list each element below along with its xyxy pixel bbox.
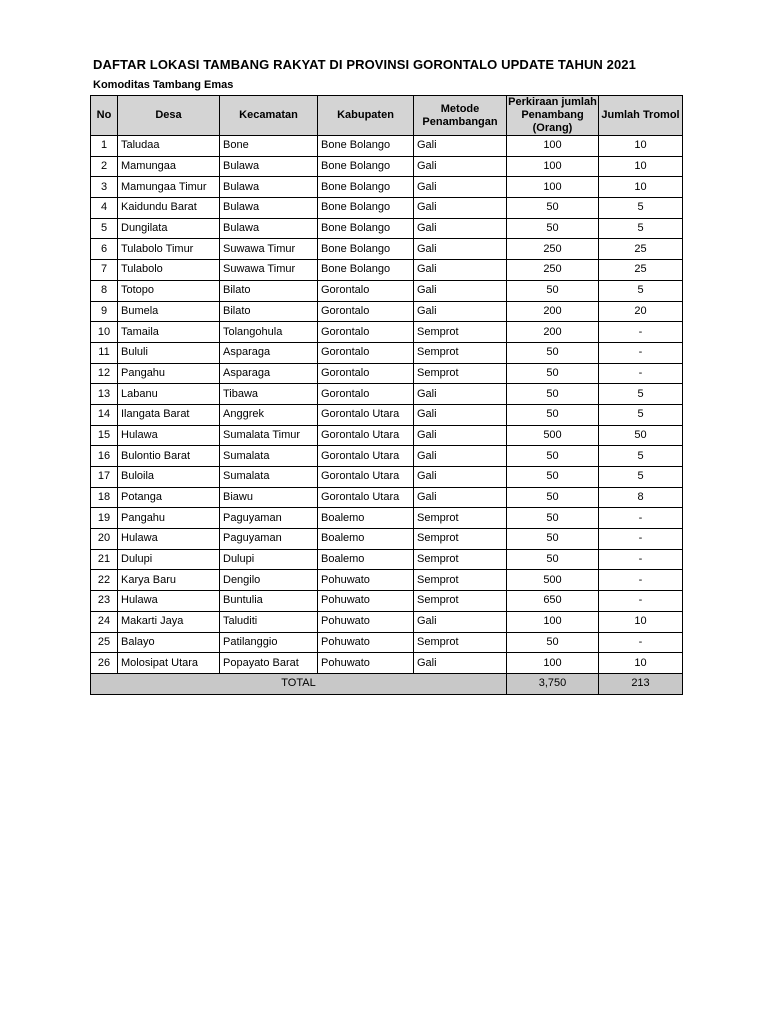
table-row — [91, 487, 683, 508]
cell-desa: Hulawa — [118, 529, 220, 550]
cell-kecamatan: Biawu — [220, 487, 318, 508]
cell-kecamatan: Bulawa — [220, 218, 318, 239]
cell-kabupaten: Gorontalo Utara — [318, 467, 414, 488]
cell-desa: Pangahu — [118, 363, 220, 384]
cell-kabupaten: Gorontalo — [318, 384, 414, 405]
header-metode: Metode Penambangan — [414, 96, 507, 136]
cell-tromol: 50 — [599, 425, 683, 446]
cell-kecamatan: Dengilo — [220, 570, 318, 591]
cell-no: 22 — [91, 570, 118, 591]
cell-metode: Gali — [414, 280, 507, 301]
cell-tromol: 5 — [599, 467, 683, 488]
cell-penambang: 100 — [507, 177, 599, 198]
cell-metode: Gali — [414, 425, 507, 446]
table-row — [91, 363, 683, 384]
cell-metode: Gali — [414, 653, 507, 674]
cell-metode: Semprot — [414, 508, 507, 529]
cell-kabupaten: Bone Bolango — [318, 156, 414, 177]
cell-penambang: 650 — [507, 591, 599, 612]
cell-penambang: 50 — [507, 404, 599, 425]
cell-kabupaten: Pohuwato — [318, 591, 414, 612]
cell-desa: Buloila — [118, 467, 220, 488]
table-row — [91, 384, 683, 405]
cell-desa: Ilangata Barat — [118, 404, 220, 425]
cell-penambang: 500 — [507, 425, 599, 446]
cell-kabupaten: Boalemo — [318, 508, 414, 529]
cell-tromol: - — [599, 570, 683, 591]
table-row — [91, 322, 683, 343]
cell-kecamatan: Suwawa Timur — [220, 260, 318, 281]
cell-desa: Pangahu — [118, 508, 220, 529]
cell-desa: Potanga — [118, 487, 220, 508]
cell-no: 25 — [91, 632, 118, 653]
table-row — [91, 529, 683, 550]
cell-no: 17 — [91, 467, 118, 488]
cell-tromol: 10 — [599, 177, 683, 198]
cell-no: 20 — [91, 529, 118, 550]
cell-kecamatan: Taluditi — [220, 611, 318, 632]
cell-no: 1 — [91, 136, 118, 157]
cell-desa: Molosipat Utara — [118, 653, 220, 674]
total-tromol: 213 — [599, 673, 683, 694]
cell-tromol: - — [599, 342, 683, 363]
header-kecamatan: Kecamatan — [220, 96, 318, 136]
table-row — [91, 549, 683, 570]
cell-kabupaten: Gorontalo — [318, 342, 414, 363]
cell-kabupaten: Gorontalo Utara — [318, 446, 414, 467]
cell-penambang: 250 — [507, 260, 599, 281]
cell-no: 10 — [91, 322, 118, 343]
cell-penambang: 50 — [507, 280, 599, 301]
cell-desa: Bululi — [118, 342, 220, 363]
cell-desa: Tulabolo Timur — [118, 239, 220, 260]
cell-desa: Tulabolo — [118, 260, 220, 281]
cell-kabupaten: Boalemo — [318, 549, 414, 570]
cell-no: 6 — [91, 239, 118, 260]
cell-no: 14 — [91, 404, 118, 425]
header-row — [91, 96, 683, 136]
cell-desa: Hulawa — [118, 591, 220, 612]
cell-penambang: 50 — [507, 487, 599, 508]
cell-penambang: 50 — [507, 508, 599, 529]
table-row — [91, 653, 683, 674]
table-row — [91, 177, 683, 198]
cell-desa: Kaidundu Barat — [118, 198, 220, 219]
cell-metode: Gali — [414, 177, 507, 198]
cell-kabupaten: Bone Bolango — [318, 177, 414, 198]
cell-penambang: 100 — [507, 653, 599, 674]
cell-tromol: 10 — [599, 611, 683, 632]
cell-no: 4 — [91, 198, 118, 219]
table-row — [91, 570, 683, 591]
cell-no: 16 — [91, 446, 118, 467]
cell-metode: Gali — [414, 611, 507, 632]
cell-no: 8 — [91, 280, 118, 301]
table-row — [91, 611, 683, 632]
table-row — [91, 591, 683, 612]
table-row — [91, 425, 683, 446]
cell-no: 12 — [91, 363, 118, 384]
cell-kabupaten: Pohuwato — [318, 632, 414, 653]
cell-kabupaten: Gorontalo Utara — [318, 425, 414, 446]
cell-penambang: 100 — [507, 136, 599, 157]
table-row — [91, 136, 683, 157]
cell-penambang: 100 — [507, 611, 599, 632]
cell-kabupaten: Boalemo — [318, 529, 414, 550]
cell-desa: Bulontio Barat — [118, 446, 220, 467]
table-row — [91, 342, 683, 363]
cell-tromol: 25 — [599, 260, 683, 281]
table-row — [91, 218, 683, 239]
cell-desa: Mamungaa Timur — [118, 177, 220, 198]
cell-desa: Labanu — [118, 384, 220, 405]
table-row — [91, 239, 683, 260]
cell-kabupaten: Bone Bolango — [318, 198, 414, 219]
cell-metode: Semprot — [414, 570, 507, 591]
cell-no: 2 — [91, 156, 118, 177]
cell-desa: Dulupi — [118, 549, 220, 570]
header-desa: Desa — [118, 96, 220, 136]
cell-tromol: 5 — [599, 218, 683, 239]
cell-kecamatan: Tolangohula — [220, 322, 318, 343]
cell-desa: Totopo — [118, 280, 220, 301]
cell-kecamatan: Suwawa Timur — [220, 239, 318, 260]
cell-no: 24 — [91, 611, 118, 632]
cell-kecamatan: Bulawa — [220, 198, 318, 219]
cell-metode: Gali — [414, 467, 507, 488]
cell-no: 15 — [91, 425, 118, 446]
cell-desa: Bumela — [118, 301, 220, 322]
cell-kecamatan: Bulawa — [220, 177, 318, 198]
cell-kecamatan: Patilanggio — [220, 632, 318, 653]
cell-penambang: 250 — [507, 239, 599, 260]
cell-desa: Karya Baru — [118, 570, 220, 591]
cell-kecamatan: Paguyaman — [220, 508, 318, 529]
cell-penambang: 500 — [507, 570, 599, 591]
cell-tromol: - — [599, 363, 683, 384]
cell-kecamatan: Buntulia — [220, 591, 318, 612]
cell-metode: Semprot — [414, 529, 507, 550]
cell-penambang: 200 — [507, 301, 599, 322]
cell-metode: Gali — [414, 446, 507, 467]
cell-tromol: 10 — [599, 156, 683, 177]
cell-metode: Gali — [414, 239, 507, 260]
cell-no: 7 — [91, 260, 118, 281]
cell-kecamatan: Tibawa — [220, 384, 318, 405]
cell-metode: Gali — [414, 218, 507, 239]
cell-kecamatan: Popayato Barat — [220, 653, 318, 674]
cell-tromol: - — [599, 591, 683, 612]
cell-kecamatan: Bilato — [220, 301, 318, 322]
cell-tromol: - — [599, 549, 683, 570]
cell-desa: Mamungaa — [118, 156, 220, 177]
cell-kabupaten: Gorontalo — [318, 363, 414, 384]
cell-desa: Hulawa — [118, 425, 220, 446]
cell-no: 3 — [91, 177, 118, 198]
cell-tromol: 20 — [599, 301, 683, 322]
total-label: TOTAL — [91, 673, 507, 694]
cell-kecamatan: Asparaga — [220, 342, 318, 363]
cell-metode: Gali — [414, 487, 507, 508]
cell-no: 23 — [91, 591, 118, 612]
cell-no: 9 — [91, 301, 118, 322]
cell-penambang: 50 — [507, 198, 599, 219]
cell-tromol: 5 — [599, 198, 683, 219]
cell-kecamatan: Asparaga — [220, 363, 318, 384]
table-row — [91, 198, 683, 219]
header-tromol: Jumlah Tromol — [599, 96, 683, 136]
cell-metode: Gali — [414, 198, 507, 219]
cell-kecamatan: Bilato — [220, 280, 318, 301]
cell-tromol: 5 — [599, 446, 683, 467]
cell-tromol: - — [599, 322, 683, 343]
cell-kecamatan: Sumalata — [220, 446, 318, 467]
cell-metode: Gali — [414, 384, 507, 405]
table-row — [91, 404, 683, 425]
table-row — [91, 632, 683, 653]
table-row — [91, 260, 683, 281]
mining-locations-table — [90, 95, 683, 695]
cell-desa: Balayo — [118, 632, 220, 653]
cell-kabupaten: Gorontalo Utara — [318, 487, 414, 508]
cell-metode: Semprot — [414, 591, 507, 612]
table-row — [91, 301, 683, 322]
cell-desa: Makarti Jaya — [118, 611, 220, 632]
cell-penambang: 50 — [507, 529, 599, 550]
cell-tromol: 10 — [599, 653, 683, 674]
cell-penambang: 50 — [507, 549, 599, 570]
cell-no: 26 — [91, 653, 118, 674]
cell-kabupaten: Bone Bolango — [318, 218, 414, 239]
cell-metode: Gali — [414, 156, 507, 177]
cell-kabupaten: Gorontalo Utara — [318, 404, 414, 425]
header-no: No — [91, 96, 118, 136]
cell-kabupaten: Bone Bolango — [318, 239, 414, 260]
cell-desa: Tamaila — [118, 322, 220, 343]
cell-kabupaten: Bone Bolango — [318, 136, 414, 157]
cell-kabupaten: Pohuwato — [318, 653, 414, 674]
cell-kabupaten: Pohuwato — [318, 570, 414, 591]
cell-tromol: 5 — [599, 384, 683, 405]
cell-penambang: 50 — [507, 446, 599, 467]
cell-desa: Dungilata — [118, 218, 220, 239]
table-row — [91, 156, 683, 177]
cell-metode: Gali — [414, 301, 507, 322]
document-title: DAFTAR LOKASI TAMBANG RAKYAT DI PROVINSI GORONTALO UPDATE TAHUN 2021 — [93, 57, 636, 72]
cell-kecamatan: Bone — [220, 136, 318, 157]
cell-tromol: - — [599, 508, 683, 529]
header-penambang: Perkiraan jumlah Penambang (Orang) — [508, 96, 597, 134]
cell-kecamatan: Anggrek — [220, 404, 318, 425]
cell-no: 19 — [91, 508, 118, 529]
cell-metode: Semprot — [414, 363, 507, 384]
cell-metode: Semprot — [414, 549, 507, 570]
cell-kecamatan: Sumalata — [220, 467, 318, 488]
cell-penambang: 50 — [507, 218, 599, 239]
cell-metode: Semprot — [414, 632, 507, 653]
cell-tromol: - — [599, 632, 683, 653]
cell-kabupaten: Gorontalo — [318, 322, 414, 343]
document-subtitle: Komoditas Tambang Emas — [93, 79, 234, 91]
cell-kabupaten: Gorontalo — [318, 301, 414, 322]
cell-tromol: 5 — [599, 404, 683, 425]
table-row — [91, 467, 683, 488]
cell-metode: Gali — [414, 404, 507, 425]
total-row — [91, 673, 683, 694]
table-row — [91, 280, 683, 301]
cell-kecamatan: Dulupi — [220, 549, 318, 570]
cell-metode: Semprot — [414, 322, 507, 343]
cell-penambang: 50 — [507, 467, 599, 488]
cell-kabupaten: Bone Bolango — [318, 260, 414, 281]
total-penambang: 3,750 — [507, 673, 599, 694]
cell-penambang: 200 — [507, 322, 599, 343]
cell-penambang: 50 — [507, 384, 599, 405]
table-body — [91, 136, 683, 674]
cell-penambang: 50 — [507, 632, 599, 653]
cell-no: 18 — [91, 487, 118, 508]
cell-kecamatan: Paguyaman — [220, 529, 318, 550]
cell-penambang: 50 — [507, 363, 599, 384]
cell-tromol: 5 — [599, 280, 683, 301]
cell-no: 5 — [91, 218, 118, 239]
cell-no: 21 — [91, 549, 118, 570]
cell-kabupaten: Gorontalo — [318, 280, 414, 301]
cell-kecamatan: Sumalata Timur — [220, 425, 318, 446]
cell-tromol: - — [599, 529, 683, 550]
cell-tromol: 10 — [599, 136, 683, 157]
table-row — [91, 446, 683, 467]
cell-desa: Taludaa — [118, 136, 220, 157]
cell-kecamatan: Bulawa — [220, 156, 318, 177]
header-kabupaten: Kabupaten — [318, 96, 414, 136]
cell-penambang: 100 — [507, 156, 599, 177]
table-row — [91, 508, 683, 529]
cell-penambang: 50 — [507, 342, 599, 363]
cell-no: 11 — [91, 342, 118, 363]
cell-tromol: 8 — [599, 487, 683, 508]
cell-metode: Gali — [414, 136, 507, 157]
cell-no: 13 — [91, 384, 118, 405]
cell-tromol: 25 — [599, 239, 683, 260]
cell-metode: Gali — [414, 260, 507, 281]
cell-metode: Semprot — [414, 342, 507, 363]
cell-kabupaten: Pohuwato — [318, 611, 414, 632]
